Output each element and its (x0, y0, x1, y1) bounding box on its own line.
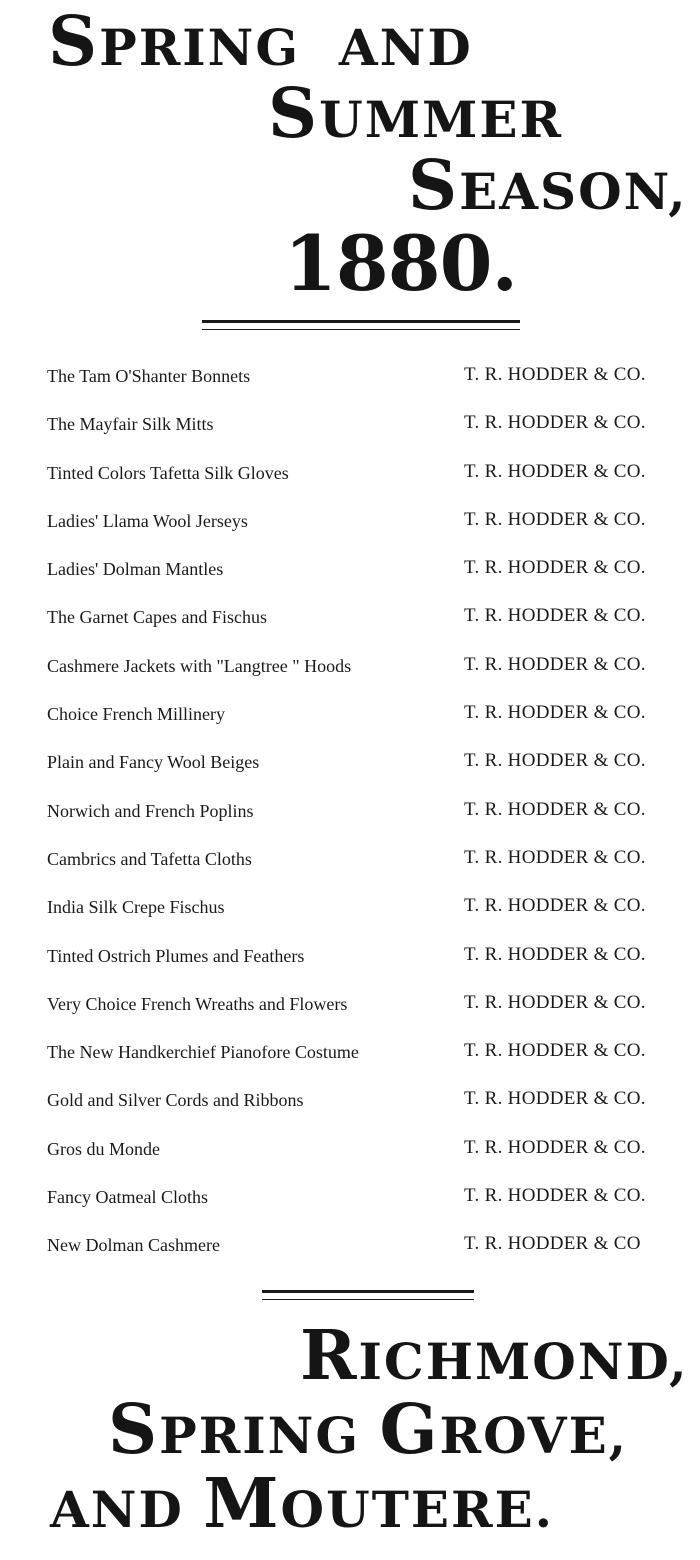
item-name: Very Choice French Wreaths and Flowers (47, 993, 348, 1014)
item-name: The New Handkerchief Pianofore Costume (47, 1042, 359, 1063)
headline-text: PRING AND (99, 18, 473, 77)
item-firm: T. R. HODDER & CO. (464, 1040, 646, 1062)
footer-spring-grove (108, 1390, 629, 1470)
item-name: Cambrics and Tafetta Cloths (47, 848, 252, 869)
headline-capital: G (379, 1390, 440, 1470)
headline-year: 1880. (284, 219, 517, 308)
item-name: Ladies' Dolman Mantles (47, 559, 224, 580)
item-firm: T. R. HODDER & CO. (464, 750, 646, 772)
item-name: The Tam O'Shanter Bonnets (47, 366, 251, 386)
item-name: Tinted Colors Tafetta Silk Gloves (47, 462, 289, 483)
list-item (0, 499, 700, 547)
item-firm: T. R. HODDER & CO. (464, 1185, 646, 1207)
headline-text: ROVE, (439, 1406, 629, 1465)
item-name: Choice French Millinery (47, 704, 225, 725)
list-item (0, 547, 700, 595)
list-item (0, 1223, 700, 1271)
headline-text: UMMER (319, 90, 564, 149)
headline-season (408, 146, 688, 226)
headline-capital: S (408, 146, 460, 226)
list-item (0, 789, 700, 837)
item-name: New Dolman Cashmere (47, 1235, 220, 1256)
item-firm: T. R. HODDER & CO. (464, 508, 646, 530)
list-item (0, 1175, 700, 1223)
list-item (0, 354, 700, 402)
headline-capital: S (108, 1390, 160, 1470)
headline-text: ICHMOND, (358, 1332, 689, 1391)
headline-capital: M (203, 1464, 281, 1544)
item-firm: T. R. HODDER & CO. (464, 605, 646, 627)
headline-spring-and (48, 2, 473, 82)
item-name: Cashmere Jackets with "Langtree " Hoods (47, 655, 352, 676)
list-item (0, 934, 700, 982)
list-item (0, 885, 700, 933)
headline-text: EASON, (459, 162, 688, 221)
item-name: Gold and Silver Cords and Ribbons (47, 1090, 304, 1111)
item-name: India Silk Crepe Fischus (47, 897, 225, 918)
item-name: Plain and Fancy Wool Beiges (47, 752, 260, 773)
item-firm: T. R. HODDER & CO (464, 1233, 641, 1255)
item-firm: T. R. HODDER & CO. (464, 798, 646, 820)
list-item (0, 402, 700, 450)
headline-text: AND (50, 1480, 204, 1539)
headline-text: OUTERE. (280, 1480, 555, 1539)
item-firm: T. R. HODDER & CO. (464, 1088, 646, 1110)
item-firm: T. R. HODDER & CO. (464, 895, 646, 917)
item-name: Tinted Ostrich Plumes and Feathers (47, 945, 305, 966)
item-firm: T. R. HODDER & CO. (464, 943, 646, 965)
item-name: Ladies' Llama Wool Jerseys (47, 510, 248, 531)
item-firm: T. R. HODDER & CO. (464, 653, 646, 675)
list-item (0, 692, 700, 740)
list-item (0, 644, 700, 692)
headline-summer (268, 74, 564, 154)
list-item (0, 1127, 700, 1175)
list-item (0, 1030, 700, 1078)
footer-moutere (50, 1464, 555, 1544)
item-firm: T. R. HODDER & CO. (464, 1136, 646, 1158)
footer-richmond (300, 1316, 689, 1396)
item-name: Norwich and French Poplins (47, 800, 254, 821)
headline-capital: R (300, 1316, 359, 1396)
list-item (0, 1078, 700, 1126)
list-item (0, 451, 700, 499)
headline-capital: S (48, 2, 100, 82)
goods-list (0, 354, 700, 1272)
item-firm: T. R. HODDER & CO. (464, 702, 646, 724)
headline-capital: S (268, 74, 320, 154)
item-name: The Mayfair Silk Mitts (47, 414, 214, 435)
item-firm: T. R. HODDER & CO. (464, 412, 646, 434)
list-item (0, 740, 700, 788)
bottom-double-rule (262, 1290, 474, 1300)
item-name: Gros du Monde (47, 1138, 160, 1159)
item-firm: T. R. HODDER & CO. (464, 991, 646, 1013)
item-firm: T. R. HODDER & CO. (464, 557, 646, 579)
item-firm: T. R. HODDER & CO. (464, 460, 646, 482)
list-item (0, 982, 700, 1030)
item-firm: T. R. HODDER & CO. (464, 846, 646, 868)
item-name: The Garnet Capes and Fischus (47, 607, 267, 628)
list-item (0, 837, 700, 885)
headline-text: PRING (159, 1406, 380, 1465)
top-double-rule (202, 320, 520, 330)
item-name: Fancy Oatmeal Cloths (47, 1187, 208, 1208)
item-firm: T. R. HODDER & CO. (464, 364, 646, 385)
list-item (0, 595, 700, 643)
